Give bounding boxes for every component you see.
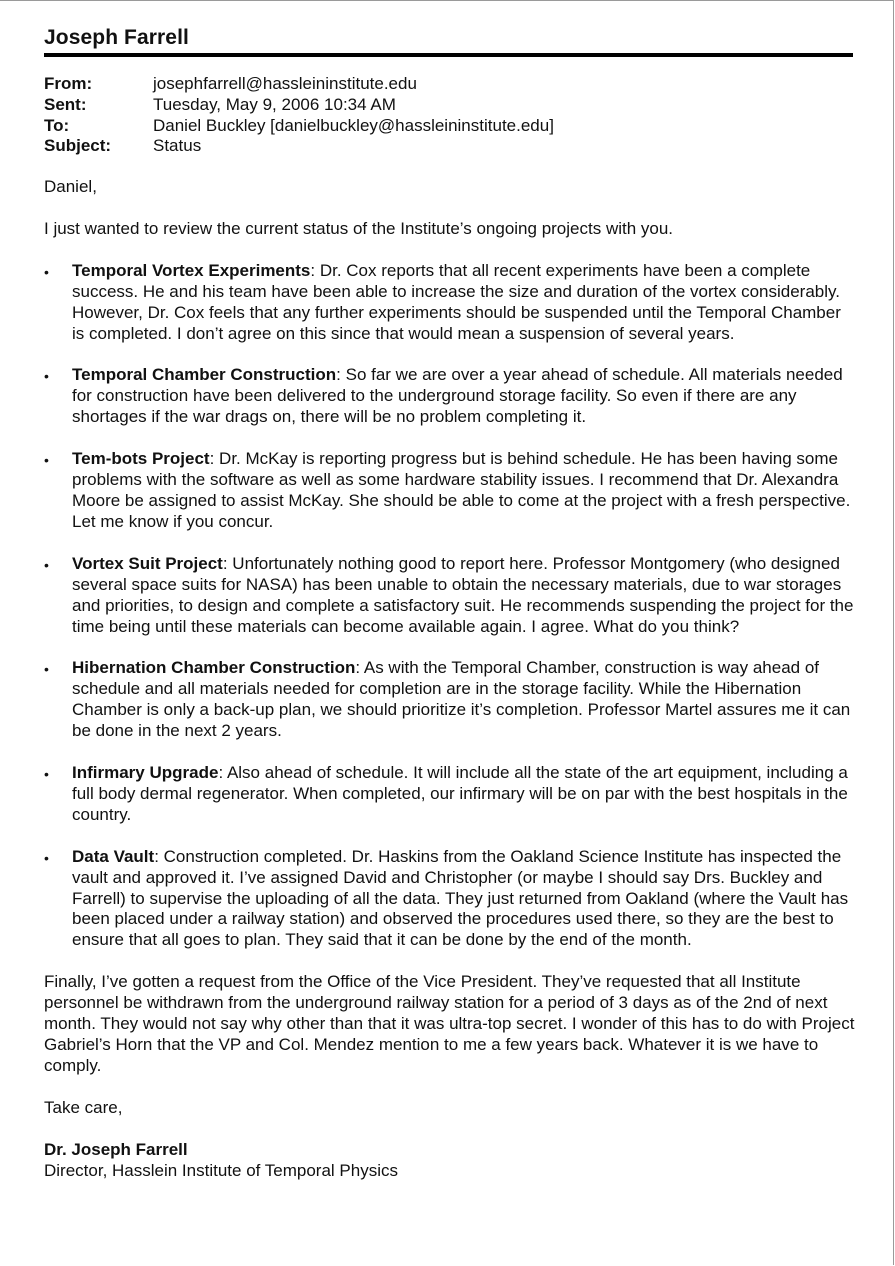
email-body <box>44 177 856 1182</box>
from-label: From: <box>44 74 93 93</box>
item-text: : So far we are over a year ahead of schedule. All materials needed for construction have been delivered to the underground storage facility. So even if there are any shortages if the war drags on, there will be no problem completing it. <box>72 365 843 427</box>
closing-paragraph: Finally, I’ve gotten a request from the Office of the Vice President. They’ve requested that all Institute personnel be withdrawn from the underground railway station for a period of 3 days as of the 2nd of next month. They would not say why other than that it was ultra-top secret. I wonder of this has to do with Project Gabriel’s Horn that the VP and Col. Mendez mention to me a few years back. Whatever it is we have to comply. <box>44 972 855 1075</box>
list-item <box>44 365 856 428</box>
item-title: Infirmary Upgrade <box>72 763 219 783</box>
signature-name: Dr. Joseph Farrell <box>44 1139 188 1159</box>
item-text: : Construction completed. Dr. Haskins from the Oakland Science Institute has inspected the vault and approved it. I’ve assigned David and Christopher (or maybe I should say Drs. Buckley and Farrell) to supervise the uploading of all the data. They just returned from Oakland (where the Vault has been placed under a railway station) and observed the procedures used there, so they are the best to ensure that all goes to plan. They said that it can be done by the end of the month. <box>72 846 849 950</box>
item-text: : Dr. McKay is reporting progress but is behind schedule. He has been having some problems with the software as well as some hardware stability issues. I recommend that Dr. Alexandra Moore be assigned to assist McKay. She should be able to come at the project with a fresh perspective. Let me know if you concur. <box>72 449 851 531</box>
item-title: Temporal Chamber Construction <box>72 365 337 385</box>
sender-heading: Joseph Farrell <box>44 26 189 49</box>
bullet-icon: • <box>44 556 49 573</box>
from-value: josephfarrell@hassleininstitute.edu <box>153 74 417 93</box>
list-item <box>44 847 856 952</box>
bullet-icon: • <box>44 849 49 866</box>
item-text: : Dr. Cox reports that all recent experiments have been a complete success. He and his team have been able to increase the size and duration of the vortex considerably. However, Dr. Cox feels that any further experiments should be suspended until the Temporal Chamber is completed. I don’t agree on this since that would mean a suspension of several years. <box>72 260 841 343</box>
bullet-icon: • <box>44 661 49 678</box>
subject-value: Status <box>153 136 202 156</box>
project-status-list <box>44 261 856 951</box>
sign-off: Take care, <box>44 1097 123 1117</box>
subject-label: Subject: <box>44 136 112 156</box>
item-text: : Also ahead of schedule. It will include all the state of the art equipment, including a full body dermal regenerator. When completed, our infirmary will be on par with the best hospitals in the country. <box>72 763 848 824</box>
heading-rule <box>44 53 853 57</box>
sent-value: Tuesday, May 9, 2006 10:34 AM <box>153 94 396 114</box>
to-value: Daniel Buckley [danielbuckley@hassleininstitute.edu] <box>153 115 554 135</box>
item-title: Vortex Suit Project <box>72 553 223 573</box>
email-header <box>44 74 554 157</box>
to-label: To: <box>44 115 70 135</box>
item-title: Data Vault <box>72 846 155 866</box>
list-item <box>44 261 856 345</box>
bullet-icon: • <box>44 766 49 783</box>
list-item <box>44 658 856 742</box>
bullet-icon: • <box>44 263 49 280</box>
intro-paragraph: I just wanted to review the current status of the Institute’s ongoing projects with you. <box>44 218 674 238</box>
item-title: Hibernation Chamber Construction <box>72 658 356 678</box>
item-text: : Unfortunately nothing good to report here. Professor Montgomery (who designed several space suits for NASA) has been unable to obtain the necessary materials, due to war storages and priorities, to design and complete a satisfactory suit. He recommends suspending the project for the time being until these materials can become available again. I agree. What do you think? <box>72 553 854 636</box>
item-title: Temporal Vortex Experiments <box>72 260 311 280</box>
item-text: : As with the Temporal Chamber, construction is way ahead of schedule and all materials needed for completion are in the storage facility. While the Hibernation Chamber is only a back-up plan, we should prioritize it’s completion. Professor Martel assures me it can be done in the next 2 years. <box>72 658 851 741</box>
bullet-icon: • <box>44 368 49 385</box>
item-title: Tem-bots Project <box>72 449 210 469</box>
greeting: Daniel, <box>44 177 97 196</box>
signature-title: Director, Hasslein Institute of Temporal Physics <box>44 1160 398 1180</box>
bullet-icon: • <box>44 452 49 469</box>
sent-label: Sent: <box>44 94 87 114</box>
list-item <box>44 449 856 533</box>
list-item <box>44 763 856 826</box>
list-item <box>44 554 856 638</box>
